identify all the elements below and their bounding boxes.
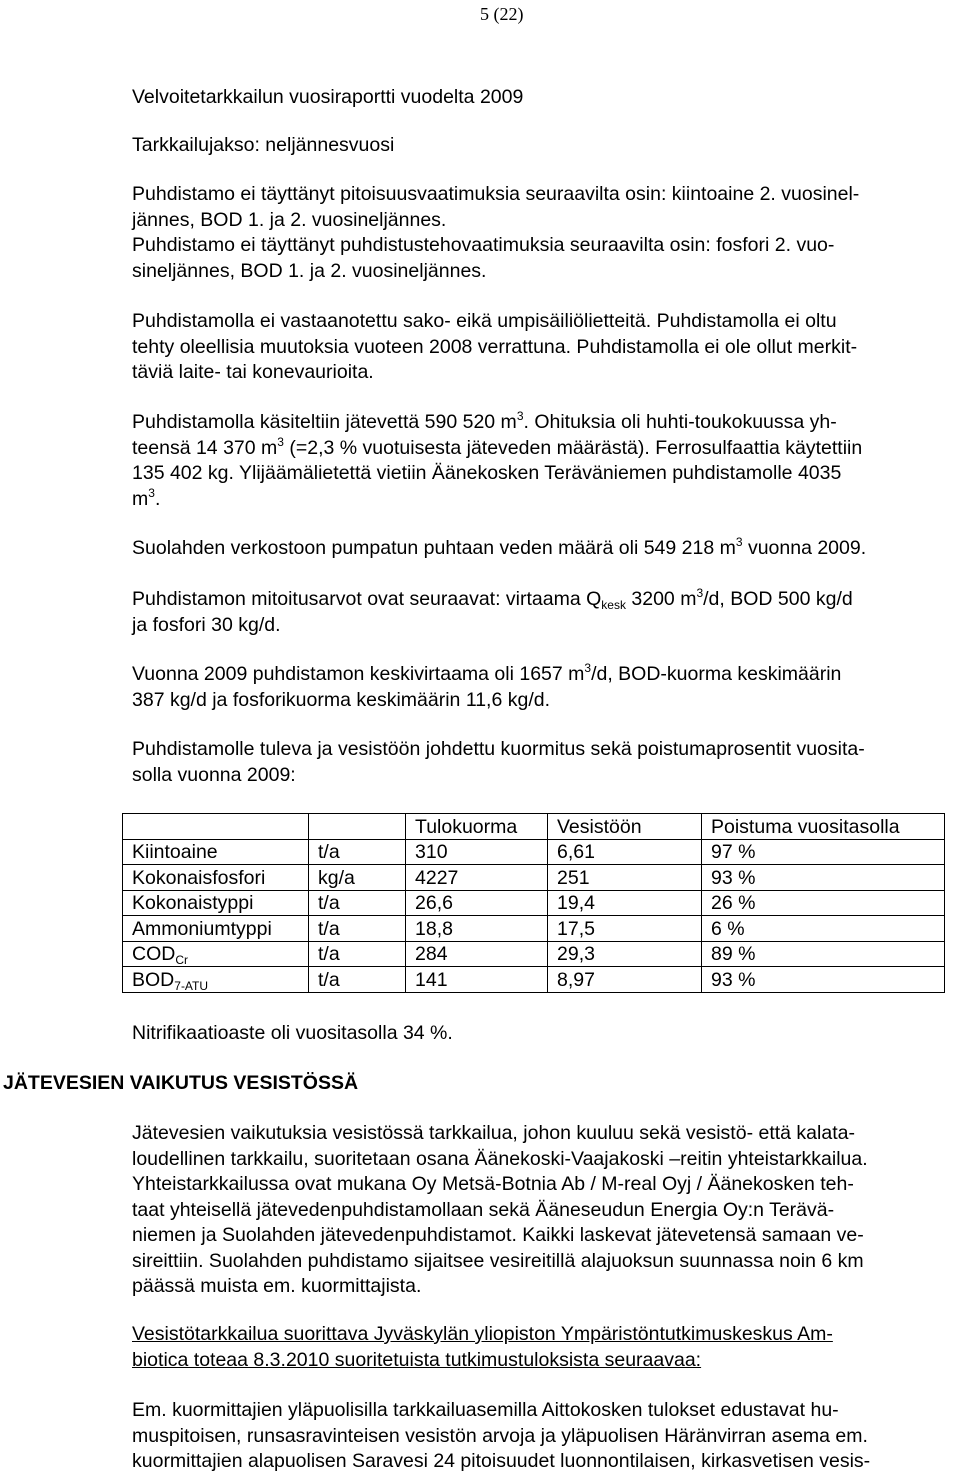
parameter-cell: Ammoniumtyppi xyxy=(123,916,309,942)
text-line: Puhdistamo ei täyttänyt puhdistustehovaatimuksia seuraavilta osin: fosfori 2. vuo- xyxy=(132,234,835,256)
table-row xyxy=(123,967,945,993)
inflow-cell: 141 xyxy=(406,967,548,993)
removal-cell: 26 % xyxy=(702,890,945,916)
text-line: muspitoisen, runsasravinteisen vesistön arvoja ja yläpuolisen Häränvirran asema em. xyxy=(132,1424,868,1447)
outflow-cell: 6,61 xyxy=(548,839,702,865)
monitoring-statement xyxy=(132,1322,960,1373)
text-line: Vesistötarkkailua suorittava Jyväskylän yliopiston Ympäristöntutkimuskeskus Am- xyxy=(132,1323,833,1345)
report-title: Velvoitetarkkailun vuosiraportti vuodelta 2009 xyxy=(132,86,524,108)
unit-cell: t/a xyxy=(309,890,406,916)
text-line: tehty oleellisia muutoksia vuoteen 2008 verrattuna. Puhdistamolla ei ole ollut merkit- xyxy=(132,335,858,358)
parameter-cell: $COD_{Cr}$ xyxy=(123,941,309,967)
section-heading: JÄTEVESIEN VAIKUTUS VESISTÖSSÄ xyxy=(3,1072,359,1094)
removal-cell: 93 % xyxy=(702,967,945,993)
header-cell: Vesistöön xyxy=(548,814,702,840)
text-line: kuormittajien alapuolisen Saravesi 24 pitoisuudet luonnontilaisen, kirkasvetisen vesis- xyxy=(132,1450,871,1472)
parameter-cell: Kokonaistyppi xyxy=(123,890,309,916)
text-line: solla vuonna 2009: xyxy=(132,763,296,786)
text-line: 387 kg/d ja fosforikuorma keskimäärin 11,6 kg/d. xyxy=(132,688,551,711)
inflow-cell: 4227 xyxy=(406,865,548,891)
unit-cell: t/a xyxy=(309,839,406,865)
outflow-cell: 251 xyxy=(548,865,702,891)
text-line: päässä muista em. kuormittajista. xyxy=(132,1275,422,1297)
table-row xyxy=(123,941,945,967)
text-line: taat yhteisellä jätevedenpuhdistamollaan sekä Ääneseudun Energia Oy:n Terävä- xyxy=(132,1198,835,1221)
text-line: sineljännes, BOD 1. ja 2. vuosineljännes. xyxy=(132,259,487,282)
outflow-cell: 29,3 xyxy=(548,941,702,967)
pumped-water-paragraph xyxy=(132,536,960,562)
text-line: biotica toteaa 8.3.2010 suoritetuista tutkimustuloksista seuraavaa: xyxy=(132,1348,702,1371)
treated-paragraph xyxy=(132,410,960,512)
unit-cell: t/a xyxy=(309,941,406,967)
header-cell: Tulokuorma xyxy=(406,814,548,840)
outflow-cell: 8,97 xyxy=(548,967,702,993)
text-line: Puhdistamolla käsiteltiin jätevettä 590 520 $m^3$. Ohituksia oli huhti-toukokuussa yh- xyxy=(132,409,837,433)
text-line: Jätevesien vaikutuksia vesistössä tarkkailua, johon kuuluu sekä vesistö- että kalata- xyxy=(132,1122,855,1144)
inflow-cell: 284 xyxy=(406,941,548,967)
parameter-cell: Kiintoaine xyxy=(123,839,309,865)
unit-cell: t/a xyxy=(309,967,406,993)
text-line: Em. kuormittajien yläpuolisilla tarkkailuasemilla Aittokosken tulokset edustavat hu- xyxy=(132,1399,839,1421)
table-intro-paragraph xyxy=(132,737,960,788)
table-row xyxy=(123,839,945,865)
text-line: täviä laite- tai konevaurioita. xyxy=(132,361,374,383)
text-line: Puhdistamolla ei vastaanotettu sako- eikä umpisäiliölietteitä. Puhdistamolla ei oltu xyxy=(132,310,837,332)
nitrification-paragraph: Nitrifikaatioaste oli vuositasolla 34 %. xyxy=(132,1022,453,1044)
table-row xyxy=(123,865,945,891)
text-line: 135 402 kg. Ylijäämälietettä vietiin Äänekosken Teräväniemen puhdistamolle 4035 xyxy=(132,462,842,484)
removal-cell: 6 % xyxy=(702,916,945,942)
text-line: $m^3$. xyxy=(132,485,161,510)
inflow-cell: 18,8 xyxy=(406,916,548,942)
events-paragraph xyxy=(132,309,960,386)
design-values-paragraph xyxy=(132,587,960,638)
text-line: Yhteistarkkailussa ovat mukana Oy Metsä-Botnia Ab / M-real Oyj / Äänekosken teh- xyxy=(132,1173,854,1195)
compliance-paragraph xyxy=(132,182,960,284)
unit-cell: kg/a xyxy=(309,865,406,891)
load-table xyxy=(122,813,945,993)
text-line: Puhdistamon mitoitusarvot ovat seuraavat: virtaama $Q_{kesk}$ 3200 $m^3/d$, BOD 500 kg/d xyxy=(132,586,853,612)
text-line: sireittiin. Suolahden puhdistamo sijaitsee vesireitillä alajuoksun suunnassa noin 6 km xyxy=(132,1249,864,1272)
text-line: ja fosfori 30 kg/d. xyxy=(132,613,281,636)
text-line: teensä 14 370 $m^3$ (=2,3 % vuotuisesta jäteveden määrästä). Ferrosulfaattia käytettiin xyxy=(132,434,863,459)
table-header-row xyxy=(123,814,945,840)
text-line: Puhdistamolle tuleva ja vesistöön johdettu kuormitus sekä poistumaprosentit vuosita- xyxy=(132,738,865,760)
inflow-cell: 26,6 xyxy=(406,890,548,916)
table-row xyxy=(123,890,945,916)
impact-paragraph xyxy=(132,1121,960,1300)
text-line: Puhdistamo ei täyttänyt pitoisuusvaatimuksia seuraavilta osin: kiintoaine 2. vuosinel- xyxy=(132,183,860,205)
inflow-cell: 310 xyxy=(406,839,548,865)
text-line: niemen ja Suolahden jätevedenpuhdistamot. Kaikki laskevat jätevetensä samaan ve- xyxy=(132,1224,864,1246)
header-cell: Poistuma vuositasolla xyxy=(702,814,945,840)
removal-cell: 97 % xyxy=(702,839,945,865)
parameter-cell: Kokonaisfosfori xyxy=(123,865,309,891)
text-line: loudellinen tarkkailu, suoritetaan osana Äänekoski-Vaajakoski –reitin yhteistarkkailua. xyxy=(132,1147,868,1170)
outflow-cell: 19,4 xyxy=(548,890,702,916)
header-cell xyxy=(309,814,406,840)
removal-cell: 89 % xyxy=(702,941,945,967)
text-line: Suolahden verkostoon pumpatun puhtaan veden määrä oli 549 218 $m^3$ vuonna 2009. xyxy=(132,535,867,559)
outflow-cell: 17,5 xyxy=(548,916,702,942)
parameter-cell: $BOD_{7-ATU}$ xyxy=(123,967,309,993)
unit-cell: t/a xyxy=(309,916,406,942)
results-paragraph xyxy=(132,1398,960,1475)
page-number: 5 (22) xyxy=(480,4,524,24)
actual-values-paragraph xyxy=(132,662,960,713)
text-line: Vuonna 2009 puhdistamon keskivirtaama oli 1657 $m^3/d$, BOD-kuorma keskimäärin xyxy=(132,661,842,685)
monitoring-period: Tarkkailujakso: neljännesvuosi xyxy=(132,134,395,156)
removal-cell: 93 % xyxy=(702,865,945,891)
text-line: jännes, BOD 1. ja 2. vuosineljännes. xyxy=(132,208,447,231)
header-cell xyxy=(123,814,309,840)
table-row xyxy=(123,916,945,942)
